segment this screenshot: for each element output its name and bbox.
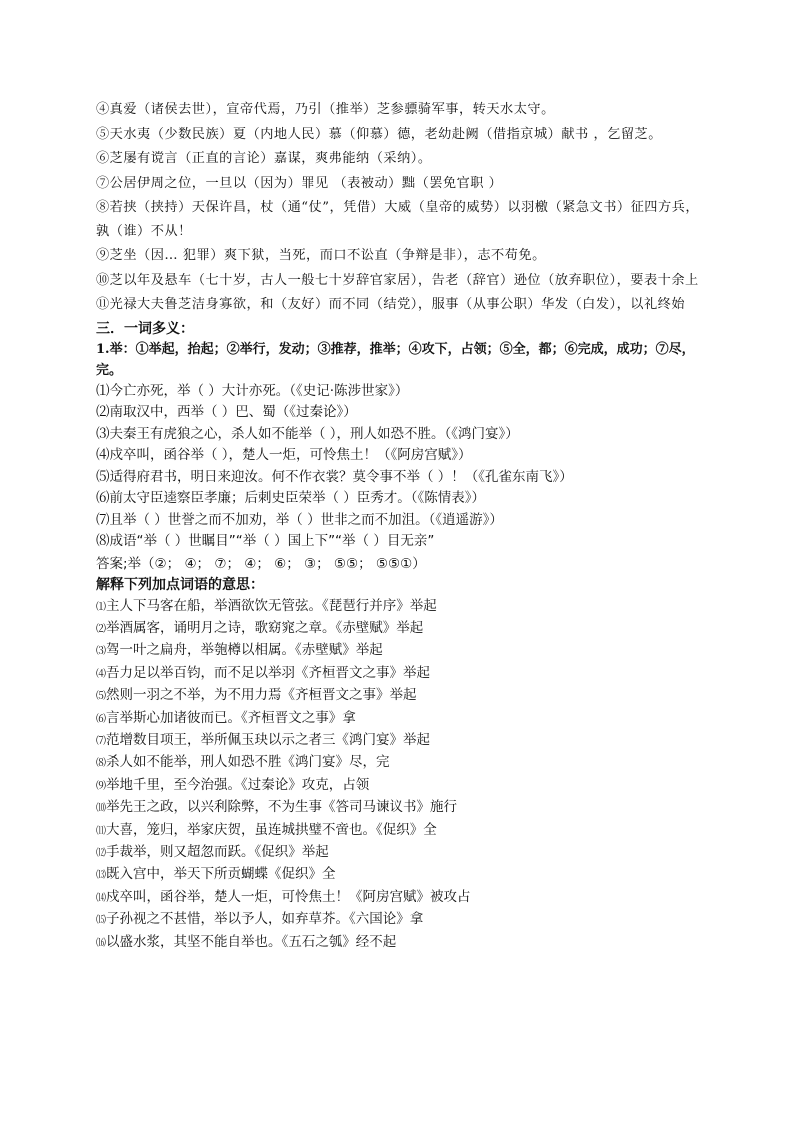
answer-line: 答案;举（②； ④； ⑦； ④； ⑥； ③； ⑤⑤； ⑤⑤①） [96,555,426,572]
item-text: 以盛水浆，其坚不能自举也。《五石之瓠》经不起 [106,933,397,950]
list-item [96,932,700,954]
item-number: ⒂ [96,915,106,927]
item-text: 言举斯心加诸彼而已。《齐桓晋文之事》拿 [106,709,356,726]
question-item: ⑻成语“举（ ）世瞩目”“举（ ）国上下”“举（ ）目无亲” [96,533,435,549]
example-list [96,596,700,955]
item-number: ⒁ [96,892,106,904]
item-text: 手裁举，则又超忽而跃。《促织》举起 [106,843,329,860]
note-6: ⑥芝屡有谠言（正直的言论）嘉谋，爽弗能纳（采纳）。 [96,151,432,166]
list-item [96,640,700,662]
list-item [96,864,700,886]
item-number: ⑿ [96,847,106,859]
question-item: ⑴今亡亦死，举（ ）大计亦死。（《史记·陈涉世家》） [96,382,409,399]
note-9: ⑨芝坐（因… 犯罪）爽下狱，当死，而口不讼直（争辩是非），志不苟免。 [96,248,546,263]
question-item: ⑷戍卒叫，函谷举（ ），楚人一炬，可怜焦土！（《阿房宫赋》） [96,447,472,463]
note-11: ⑪光禄大夫鲁芝洁身寡欲，和（友好）而不同（结党），服事（从事公职）华发（白发），以礼终始 [96,297,686,312]
list-item [96,752,700,774]
note-10: ⑩芝以年及悬车（七十岁，古人一般七十岁辞官家居），告老（辞官）逊位（放弃职位），要表十余上 [96,272,699,288]
item-number: ⑵ [96,623,106,635]
item-number: ⑷ [96,668,106,680]
item-number: ⑼ [96,780,106,792]
list-item [96,842,700,864]
list-item [96,887,700,909]
note-4: ④真爱（诸侯去世），宣帝代焉，乃引（推举）芝参骠骑军事，转天水太守。 [96,102,555,117]
question-item: ⑺且举（ ）世誉之而不加劝，举（ ）世非之而不加沮。（《逍遥游》） [96,511,503,528]
item-text: 举地千里，至今治强。《过秦论》攻克，占领 [106,776,370,793]
item-number: ⑴ [96,601,106,613]
item-text: 举先王之政，以兴利除弊，不为生事《答司马谏议书》施行 [106,799,457,816]
item-number: ⑺ [96,735,106,747]
note-5: ⑤天水夷（少数民族）夏（内地人民）慕（仰慕）德，老幼赴阙（借指京城）献书 ，乞留芝。 [96,126,662,142]
item-text: 主人下马客在船，举酒欲饮无管弦。《琵琶行并序》举起 [106,597,437,614]
handwritten-notes [96,98,700,317]
item-number: ⑸ [96,691,106,703]
item-number: ⑶ [96,646,106,658]
item-text: 然则一羽之不举，为不用力焉《齐桓晋文之事》举起 [106,687,417,704]
list-item [96,708,700,730]
item-number: ⒃ [96,937,106,949]
list-item [96,909,700,931]
item-number: ⑾ [96,825,106,837]
question-list [96,381,700,553]
document-page [96,98,700,954]
note-8: ⑧若挟（挟持）天保许昌，杖（通“仗”，凭借）大威（皇帝的威势）以羽檄（紧急文书）征四方兵，孰（谁）不从！ [96,200,700,239]
explain-title: 解释下列加点词语的意思： [96,576,264,593]
item-text: 范增数目项王，举所佩玉玦以示之者三《鸿门宴》举起 [106,731,430,748]
list-item [96,797,700,819]
item-text: 戍卒叫，函谷举，楚人一炬，可怜焦土！《阿房宫赋》被攻占 [106,888,471,905]
item-number: ⑽ [96,803,106,815]
item-text: 既入宫中，举天下所贡蝴蝶《促织》全 [106,866,336,883]
question-item: ⑶夫秦王有虎狼之心，杀人如不能举（ ），刑人如恐不胜。（《鸿门宴》） [96,425,519,442]
question-item: ⑹前太守臣逵察臣孝廉；后刺史臣荣举（ ）臣秀才。（《陈情表》） [96,490,486,506]
item-text: 举酒属客，诵明月之诗，歌窈窕之章。《赤壁赋》举起 [106,619,424,636]
question-item: ⑸适得府君书，明日来迎汝。何不作衣裳？莫令事不举（ ）！（《孔雀东南飞》） [96,468,573,485]
item-text: 子孙视之不甚惜，举以予人，如弃草芥。《六国论》拿 [106,911,424,928]
item-text: 驾一叶之扁舟，举匏樽以相属。《赤壁赋》举起 [106,642,383,659]
item-text: 吾力足以举百钧，而不足以举羽《齐桓晋文之事》举起 [106,664,430,681]
section-title: 三．一词多义： [96,320,194,337]
item-number: ⑻ [96,758,106,770]
note-7: ⑦公居伊周之位，一旦以（因为）罪见 （表被动）黜（罢免官职 ） [96,175,503,191]
item-number: ⑹ [96,713,106,725]
item-text: 杀人如不能举，刑人如恐不胜《鸿门宴》尽，完 [106,754,390,771]
list-item [96,663,700,685]
item-number: ⒀ [96,870,106,882]
list-item [96,730,700,752]
list-item [96,685,700,707]
list-item [96,618,700,640]
question-item: ⑵南取汉中，西举（ ）巴、蜀（《过秦论》） [96,404,357,420]
item-text: 大喜，笼归，举家庆贺，虽连城拱璧不啻也。《促织》全 [106,821,437,838]
ju-definition: 1.举：①举起，抬起；②举行，发动；③推荐，推举；④攻下，占领；⑤全，都；⑥完成，成功；⑦尽，完。 [96,341,695,378]
list-item [96,820,700,842]
list-item [96,775,700,797]
list-item [96,596,700,618]
